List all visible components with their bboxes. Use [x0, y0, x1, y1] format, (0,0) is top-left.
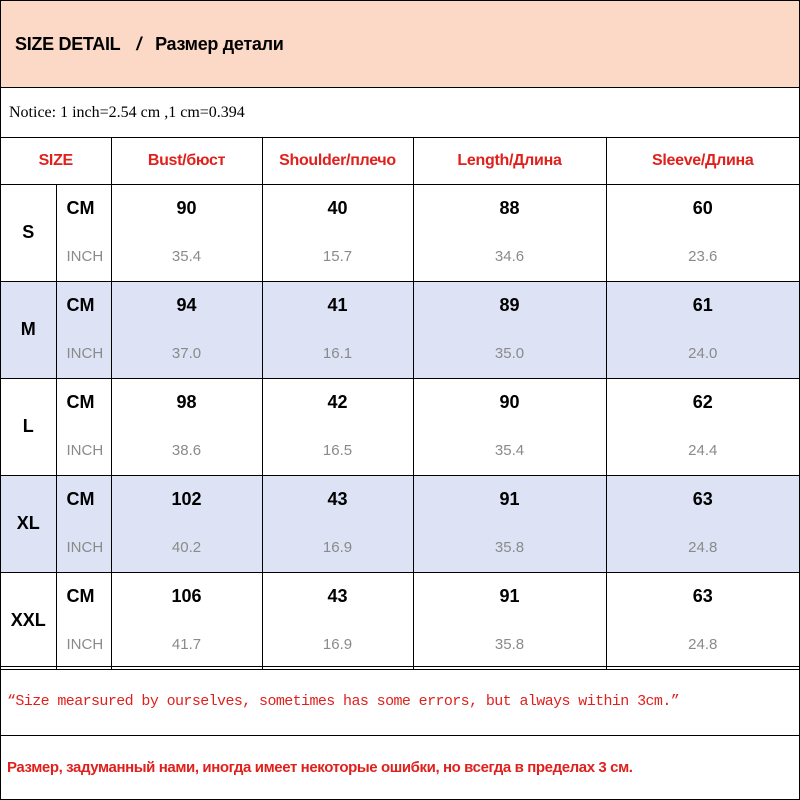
sleeve-inch-value: 24.4 [688, 442, 718, 459]
sleeve-cm-value: 60 [692, 198, 713, 218]
unit-inch-label: INCH [66, 345, 104, 362]
shoulder-value-cell [262, 378, 413, 475]
length-value-cell [413, 572, 606, 669]
shoulder-inch-value: 16.5 [322, 442, 353, 459]
bust-cm-value: 102 [171, 489, 202, 509]
length-value-cell [413, 378, 606, 475]
size-label: XL [1, 475, 56, 572]
bust-inch-value: 40.2 [171, 539, 202, 556]
sleeve-cm-value: 63 [692, 586, 713, 606]
unit-inch-label: INCH [66, 248, 104, 265]
shoulder-cm-value: 43 [327, 586, 348, 606]
table-row [1, 378, 799, 475]
unit-cell [56, 572, 111, 669]
shoulder-cm-value: 43 [327, 489, 348, 509]
unit-cm-label: CM [66, 198, 95, 218]
measurement-note-en: “Size mearsured by ourselves, sometimes has some errors, but always within 3cm.” [1, 666, 799, 736]
bust-value-cell [111, 378, 262, 475]
length-value-cell [413, 184, 606, 281]
length-cm-value: 91 [499, 586, 520, 606]
sleeve-cm-value: 62 [692, 392, 713, 412]
unit-cm-label: CM [66, 586, 95, 606]
unit-cm-label: CM [66, 392, 95, 412]
sleeve-cm-value: 61 [692, 295, 713, 315]
length-value-cell [413, 281, 606, 378]
bust-cm-value: 98 [176, 392, 197, 412]
unit-cell [56, 475, 111, 572]
shoulder-inch-value: 16.9 [322, 539, 353, 556]
unit-cm-label: CM [66, 489, 95, 509]
column-header-shoulder: Shoulder/плечо [262, 138, 413, 184]
column-header-length: Length/Длина [413, 138, 606, 184]
size-table [1, 138, 799, 670]
bust-cm-value: 90 [176, 198, 197, 218]
sleeve-value-cell [606, 378, 799, 475]
bust-value-cell [111, 184, 262, 281]
shoulder-cm-value: 42 [327, 392, 348, 412]
length-inch-value: 35.8 [494, 539, 525, 556]
length-inch-value: 35.8 [494, 636, 525, 653]
sleeve-inch-value: 24.8 [688, 636, 718, 653]
table-row [1, 281, 799, 378]
measurement-note-ru: Размер, задуманный нами, иногда имеет некоторые ошибки, но всегда в пределах 3 см. [7, 759, 633, 776]
table-row [1, 184, 799, 281]
size-label: XXL [1, 572, 56, 669]
bust-inch-value: 41.7 [171, 636, 202, 653]
bust-cm-value: 106 [171, 586, 202, 606]
sleeve-value-cell [606, 572, 799, 669]
column-header-size: SIZE [1, 138, 111, 184]
length-cm-value: 89 [499, 295, 520, 315]
bust-value-cell [111, 572, 262, 669]
shoulder-value-cell [262, 184, 413, 281]
unit-inch-label: INCH [66, 539, 104, 556]
conversion-notice: Notice: 1 inch=2.54 cm ,1 cm=0.394 [1, 88, 799, 138]
bust-inch-value: 35.4 [171, 248, 202, 265]
bust-value-cell [111, 475, 262, 572]
column-header-bust: Bust/бюст [111, 138, 262, 184]
table-header-row [1, 138, 799, 184]
bust-inch-value: 37.0 [171, 345, 202, 362]
size-label: L [1, 378, 56, 475]
shoulder-cm-value: 41 [327, 295, 348, 315]
unit-cm-label: CM [66, 295, 95, 315]
shoulder-inch-value: 16.9 [322, 636, 353, 653]
sleeve-cm-value: 63 [692, 489, 713, 509]
sleeve-value-cell [606, 281, 799, 378]
sleeve-value-cell [606, 475, 799, 572]
sleeve-inch-value: 24.0 [688, 345, 718, 362]
shoulder-cm-value: 40 [327, 198, 348, 218]
header-separator: / [136, 33, 142, 54]
unit-cell [56, 184, 111, 281]
size-label: S [1, 184, 56, 281]
unit-inch-label: INCH [66, 636, 104, 653]
length-cm-value: 91 [499, 489, 520, 509]
sleeve-inch-value: 23.6 [688, 248, 718, 265]
shoulder-inch-value: 15.7 [322, 248, 353, 265]
bust-inch-value: 38.6 [171, 442, 202, 459]
table-row [1, 572, 799, 669]
shoulder-value-cell [262, 572, 413, 669]
sleeve-value-cell [606, 184, 799, 281]
column-header-sleeve: Sleeve/Длина [606, 138, 799, 184]
unit-cell [56, 281, 111, 378]
length-inch-value: 35.0 [494, 345, 525, 362]
header-title-ru: Размер детали [155, 33, 284, 54]
length-inch-value: 35.4 [494, 442, 525, 459]
header-title-en: SIZE DETAIL [15, 33, 121, 54]
unit-inch-label: INCH [66, 442, 104, 459]
size-label: M [1, 281, 56, 378]
unit-cell [56, 378, 111, 475]
length-cm-value: 90 [499, 392, 520, 412]
size-detail-header [1, 1, 799, 88]
table-row [1, 475, 799, 572]
length-value-cell [413, 475, 606, 572]
length-inch-value: 34.6 [494, 248, 525, 265]
shoulder-value-cell [262, 281, 413, 378]
shoulder-value-cell [262, 475, 413, 572]
shoulder-inch-value: 16.1 [322, 345, 353, 362]
length-cm-value: 88 [499, 198, 520, 218]
sleeve-inch-value: 24.8 [688, 539, 718, 556]
bust-cm-value: 94 [176, 295, 197, 315]
bust-value-cell [111, 281, 262, 378]
